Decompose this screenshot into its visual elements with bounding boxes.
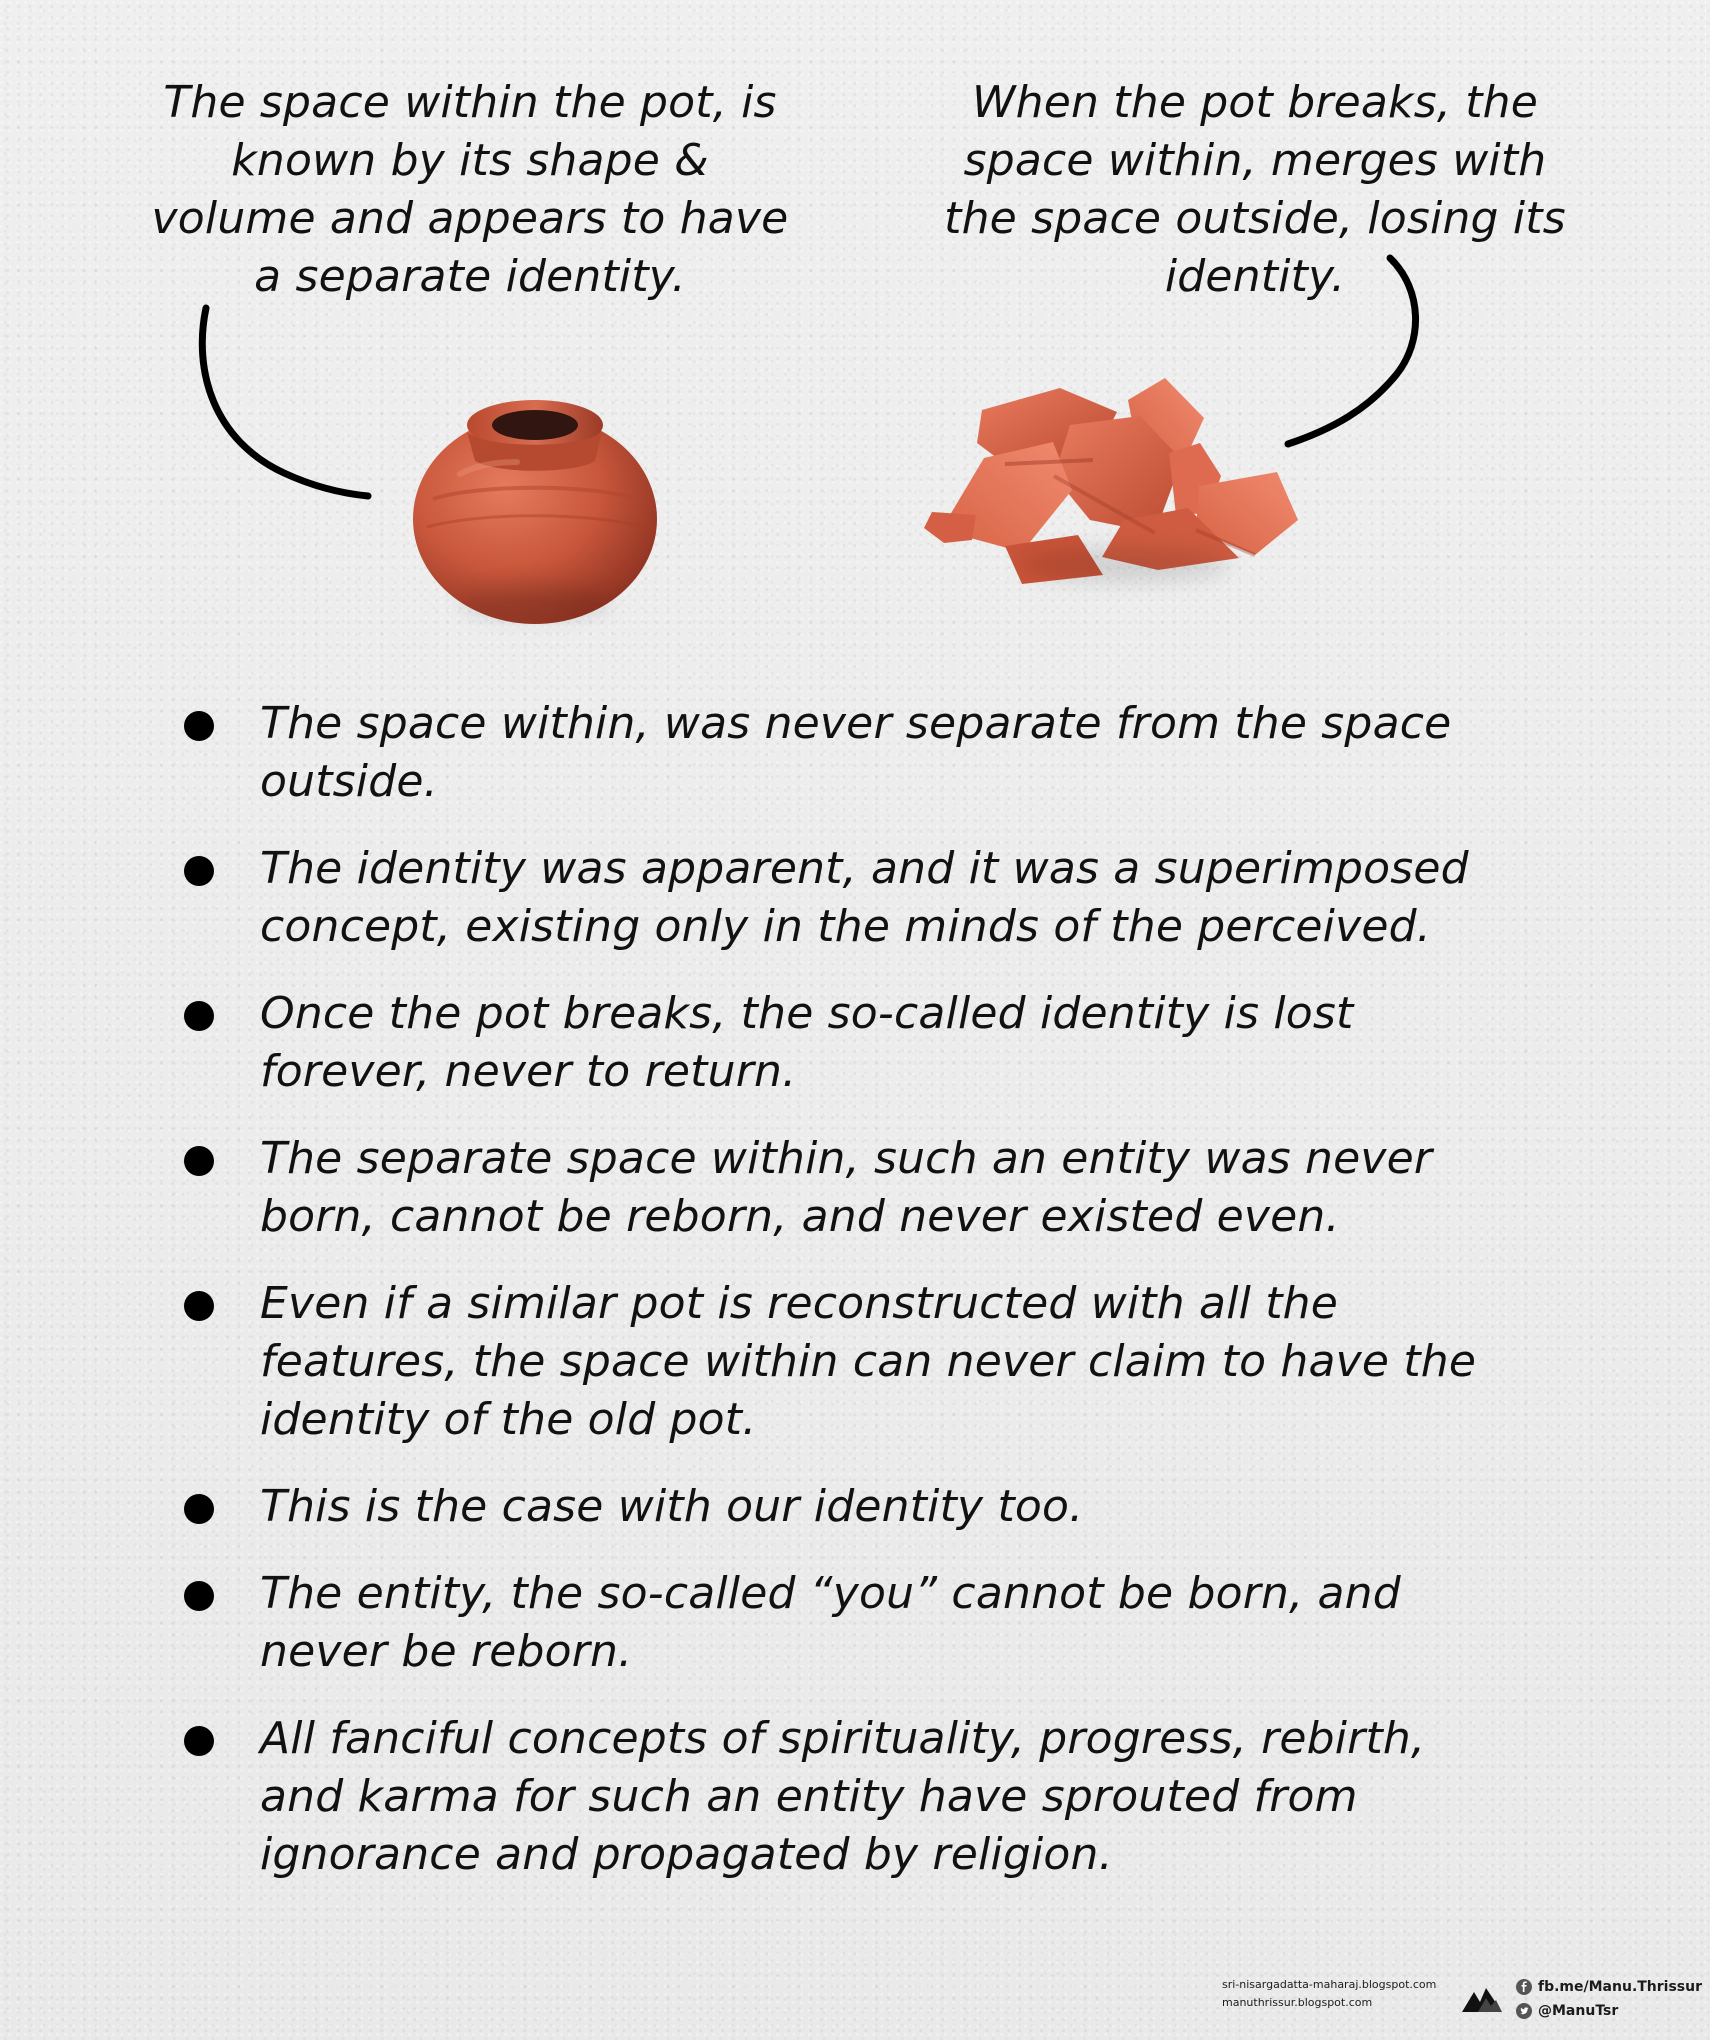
bullet-item-8 bbox=[160, 1710, 1500, 1884]
bullet-dot-icon bbox=[184, 1001, 214, 1031]
bullet-text-6: This is the case with our identity too. bbox=[260, 1481, 1084, 1532]
bullet-text-7: The entity, the so-called “you” cannot be born, and never be reborn. bbox=[260, 1568, 1401, 1677]
footer bbox=[1222, 1972, 1703, 2026]
bullet-text-1: The space within, was never separate from the space outside. bbox=[260, 698, 1452, 807]
bullet-dot-icon bbox=[184, 711, 214, 741]
bullet-text-3: Once the pot breaks, the so-called identity is lost forever, never to return. bbox=[260, 988, 1354, 1097]
footer-socials bbox=[1516, 1975, 1703, 2023]
bullet-item-2 bbox=[160, 840, 1500, 956]
bullet-item-3 bbox=[160, 985, 1500, 1101]
site-link-2[interactable]: manuthrissur.blogspot.com bbox=[1222, 1996, 1373, 2009]
bullet-dot-icon bbox=[184, 1581, 214, 1611]
bullet-dot-icon bbox=[184, 1494, 214, 1524]
left-caption: The space within the pot, is known by its shape & volume and appears to have a separate identity. bbox=[151, 77, 789, 302]
broken-pot-shadow bbox=[1020, 548, 1230, 582]
broken-pot-image bbox=[910, 370, 1310, 610]
bullet-item-6 bbox=[160, 1478, 1500, 1536]
bullet-text-2: The identity was apparent, and it was a superimposed concept, existing only in the minds of the perceived. bbox=[260, 843, 1469, 952]
facebook-icon bbox=[1516, 1979, 1532, 1995]
facebook-link[interactable]: fb.me/Manu.Thrissur bbox=[1538, 1979, 1703, 1995]
twitter-icon bbox=[1516, 2003, 1532, 2019]
left-curved-line-icon bbox=[188, 300, 408, 520]
right-caption: When the pot breaks, the space within, merges with the space outside, losing its identity. bbox=[944, 77, 1566, 302]
bullet-dot-icon bbox=[184, 1291, 214, 1321]
bullet-dot-icon bbox=[184, 1146, 214, 1176]
footer-sites bbox=[1222, 1976, 1467, 2012]
bullet-dot-icon bbox=[184, 856, 214, 886]
right-curved-line-icon bbox=[1280, 248, 1490, 468]
facebook-row[interactable] bbox=[1516, 1975, 1703, 1999]
pot-shadow bbox=[460, 586, 610, 618]
bullet-text-5: Even if a similar pot is reconstructed with all the features, the space within can never claim to have the identity of the old pot. bbox=[260, 1278, 1477, 1445]
twitter-row[interactable] bbox=[1516, 1999, 1686, 2023]
twitter-link[interactable]: @ManuTsr bbox=[1538, 2003, 1619, 2019]
bullet-list bbox=[160, 695, 1500, 1884]
site-link-1[interactable]: sri-nisargadatta-maharaj.blogspot.com bbox=[1222, 1978, 1437, 1991]
bullet-item-7 bbox=[160, 1565, 1500, 1681]
bullet-dot-icon bbox=[184, 1726, 214, 1756]
intact-pot-image bbox=[405, 378, 665, 638]
bullet-text-4: The separate space within, such an entity was never born, cannot be reborn, and never existed even. bbox=[260, 1133, 1433, 1242]
bullet-item-4 bbox=[160, 1130, 1500, 1246]
bullet-item-1 bbox=[160, 695, 1500, 811]
bullet-text-8: All fanciful concepts of spirituality, progress, rebirth, and karma for such an entity have sprouted from ignorance and propagated by religion. bbox=[260, 1713, 1426, 1880]
mountain-logo-icon bbox=[1460, 1984, 1504, 2014]
bullet-item-5 bbox=[160, 1275, 1500, 1449]
